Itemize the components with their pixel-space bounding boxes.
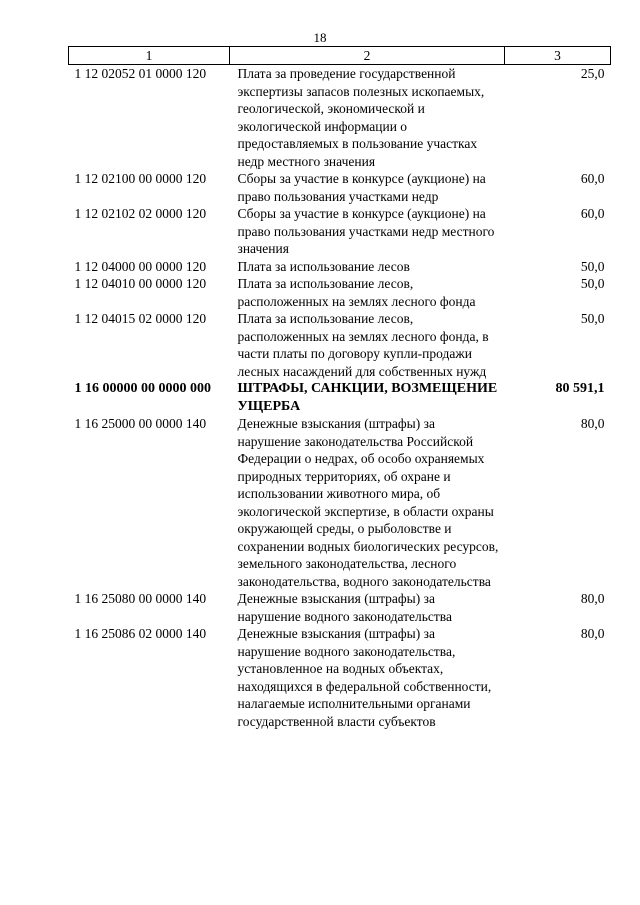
budget-code-cell: 1 16 00000 00 0000 000: [74, 381, 211, 396]
amount-cell: 80,0: [580, 416, 605, 431]
description-cell: Денежные взыскания (штрафы) за нарушение водного законодательства: [237, 591, 452, 624]
description-cell: Плата за проведение государственной экспертизы запасов полезных ископаемых, геологической, экономической и экологической информации о предоставляемых в пользование участках недр местного значения: [237, 66, 485, 169]
table-row: [69, 258, 611, 276]
amount-cell: 50,0: [580, 311, 605, 326]
amount-cell: 80,0: [580, 591, 605, 606]
amount-cell: 60,0: [580, 171, 605, 186]
budget-code-cell: 1 16 25086 02 0000 140: [74, 626, 207, 641]
table-row: [69, 65, 611, 171]
table-row: [69, 275, 611, 310]
table-row: [69, 415, 611, 590]
table-row: [69, 170, 611, 205]
budget-code-cell: 1 16 25080 00 0000 140: [74, 591, 207, 606]
budget-table: [68, 46, 611, 730]
description-cell: ШТРАФЫ, САНКЦИИ, ВОЗМЕЩЕНИЕ УЩЕРБА: [237, 381, 498, 414]
amount-cell: 50,0: [580, 276, 605, 291]
page-number: 18: [313, 30, 327, 45]
amount-cell: 80,0: [580, 626, 605, 641]
column-header-name: 2: [230, 47, 505, 65]
budget-code-cell: 1 16 25000 00 0000 140: [74, 416, 207, 431]
table-row: [69, 310, 611, 380]
description-cell: Плата за использование лесов: [237, 258, 410, 274]
description-cell: Сборы за участие в конкурсе (аукционе) на право пользования участками недр местного значения: [237, 206, 495, 256]
table-header-row: [69, 47, 611, 65]
amount-cell: 80 591,1: [555, 381, 605, 396]
table-row: [69, 205, 611, 258]
column-header-amount: 3: [505, 47, 611, 65]
budget-code-cell: 1 12 04015 02 0000 120: [74, 311, 207, 326]
budget-code-cell: 1 12 04010 00 0000 120: [74, 276, 207, 291]
budget-code-cell: 1 12 02100 00 0000 120: [74, 171, 207, 186]
description-cell: Плата за использование лесов, расположенных на землях лесного фонда, в части платы по договору купли-продажи лесных насаждений для собственных нужд: [237, 311, 489, 379]
budget-code-cell: 1 12 02102 02 0000 120: [74, 206, 207, 221]
table-row: [69, 590, 611, 625]
table-row: [69, 380, 611, 415]
description-cell: Денежные взыскания (штрафы) за нарушение водного законодательства, установленное на водных объектах, находящихся в федеральной собственности, налагаемые исполнительными органами государственной власти субъектов: [237, 626, 492, 729]
amount-cell: 25,0: [580, 66, 605, 81]
column-header-code: 1: [69, 47, 230, 65]
description-cell: Денежные взыскания (штрафы) за нарушение законодательства Российской Федерации о недрах, об особо охраняемых природных территориях, об охране и использовании животного мира, об экологической экспертизе, в области охраны окружающей среды, о рыболовстве и сохранении водных биологических ресурсов, земельного законодательства, лесного законодательства, водного законодательства: [237, 416, 499, 589]
description-cell: Плата за использование лесов, расположенных на землях лесного фонда: [237, 276, 476, 309]
amount-cell: 50,0: [580, 258, 605, 274]
description-cell: Сборы за участие в конкурсе (аукционе) на право пользования участками недр: [237, 171, 486, 204]
table-row: [69, 625, 611, 730]
amount-cell: 60,0: [580, 206, 605, 221]
table-body: [69, 65, 611, 731]
budget-code-cell: 1 12 02052 01 0000 120: [74, 66, 207, 81]
budget-code-cell: 1 12 04000 00 0000 120: [74, 258, 207, 274]
